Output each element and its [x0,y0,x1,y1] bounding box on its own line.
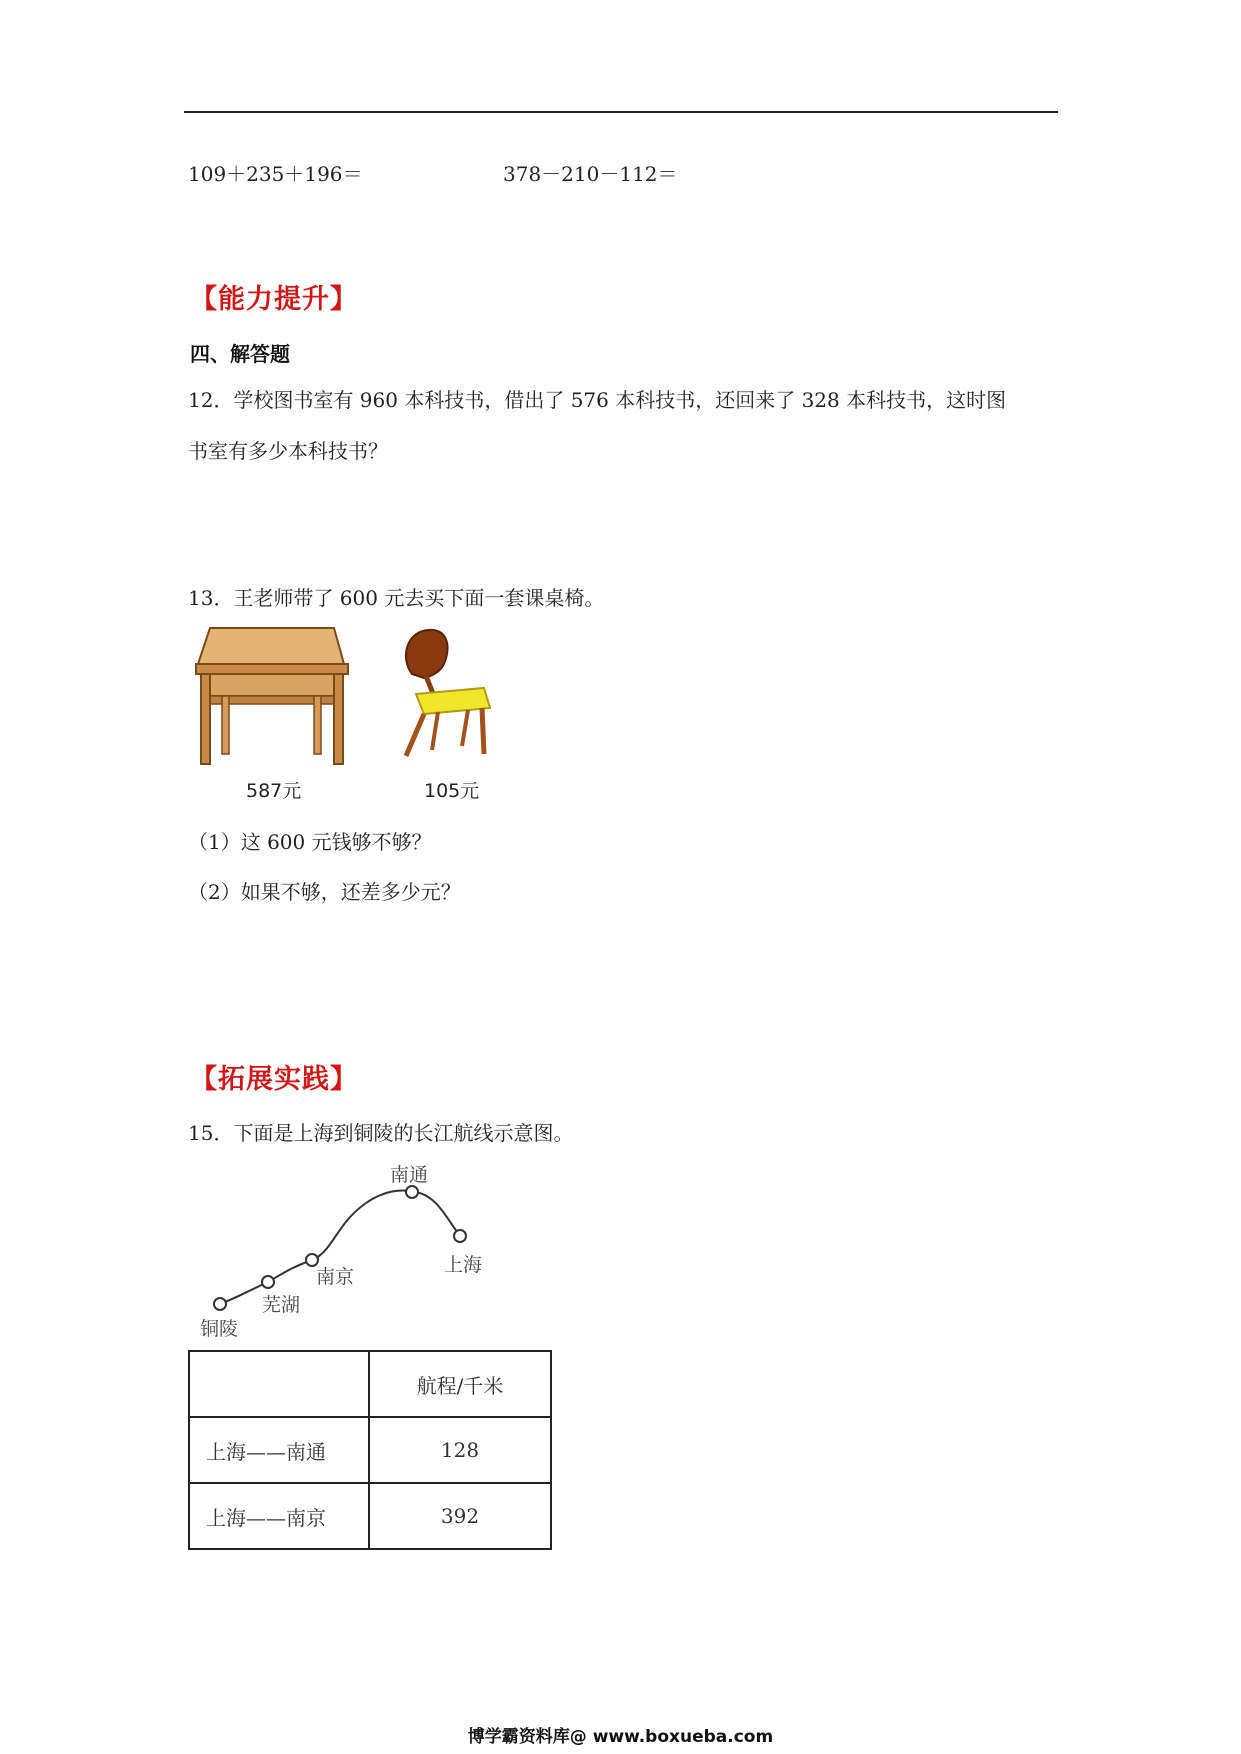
q12-line-2: 书室有多少本科技书？ [188,439,388,463]
chair-image [398,626,494,758]
route-distance-table [188,1350,552,1550]
desk-price: 587元 [246,780,302,802]
map-label-nanjing: 南京 [316,1266,355,1288]
chair-price: 105元 [424,780,480,802]
q15-text: 15．下面是上海到铜陵的长江航线示意图。 [188,1121,574,1145]
section-title-ability: 【能力提升】 [190,284,358,315]
table-cell-route: 上海——南通 [189,1417,369,1483]
map-label-shanghai: 上海 [444,1254,483,1276]
table-row [189,1483,551,1549]
q12-line-1: 12．学校图书室有 960 本科技书，借出了 576 本科技书，还回来了 328 本科技书，这时图 [188,388,1007,412]
q13-text: 13．王老师带了 600 元去买下面一套课桌椅。 [188,586,605,610]
table-cell-route: 上海——南京 [189,1483,369,1549]
table-header-distance: 航程/千米 [369,1351,551,1417]
q13-sub-1: （1）这 600 元钱够不够？ [188,830,432,854]
tongling-node [214,1298,226,1310]
header-rule [184,111,1058,113]
nantong-node [406,1186,418,1198]
shanghai-node [454,1230,466,1242]
calc-expression-1: 109＋235＋196＝ [188,162,363,186]
table-header-row [189,1351,551,1417]
table-header-empty-cell [189,1351,369,1417]
desk-image [192,626,352,768]
section-title-practice: 【拓展实践】 [190,1064,358,1095]
footer-watermark: 博学霸资料库@ www.boxueba.com [467,1727,774,1747]
map-label-wuhu: 芜湖 [262,1294,301,1316]
map-label-tongling: 铜陵 [200,1318,239,1340]
map-label-nantong: 南通 [390,1164,429,1186]
section-subtitle-answers: 四、解答题 [190,342,290,366]
table-row [189,1417,551,1483]
calc-expression-2: 378－210－112＝ [503,162,678,186]
wuhu-node [262,1276,274,1288]
table-cell-distance: 128 [369,1417,551,1483]
q13-sub-2: （2）如果不够，还差多少元？ [188,880,461,904]
table-cell-distance: 392 [369,1483,551,1549]
